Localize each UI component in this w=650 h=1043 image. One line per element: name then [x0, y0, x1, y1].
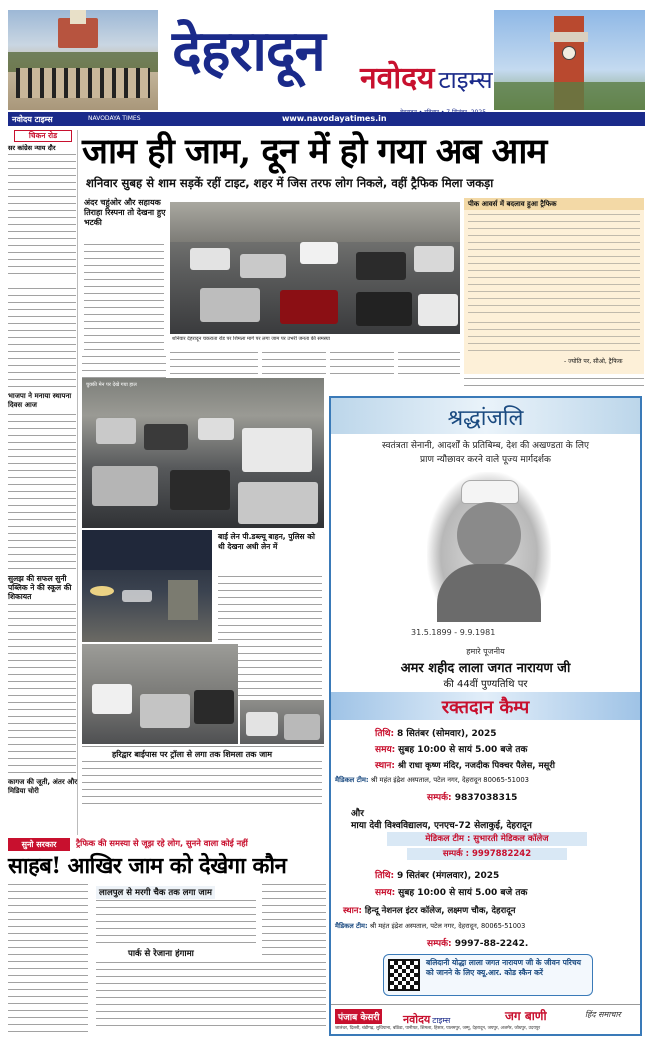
ad-med1: श्री महंत इंद्रेश अस्पताल, पटेल नगर, देहरादून 80065-51003: [370, 776, 529, 784]
ad-place1-label: स्थान:: [375, 761, 395, 771]
left-story1-body: [8, 154, 76, 280]
ad-contact2-bar: [407, 848, 567, 860]
traffic-photo-mid: [82, 378, 324, 528]
ad-qr-text: बलिदानी योद्धा लाला जगत नारायण जी के जीवन परिचय को जानने के लिए क्यू.आर. कोड स्कैन करें: [426, 958, 581, 977]
body-col-2: [170, 352, 258, 378]
ad-line2: प्राण न्यौछावर करने वाले पूज्य मार्गदर्शक: [420, 455, 551, 465]
mid-box-title: बाई लेन पी.डब्ल्यू बाहन, पुलिस को थी देखना अधी लेन में: [218, 532, 315, 551]
ad-title: श्रद्धांजलि: [447, 406, 524, 431]
traffic-box-heading: पीक आवर्स में बदलाव हुआ ट्रैफिक: [464, 198, 644, 210]
bottom-col-left: [8, 884, 88, 1032]
left-story1-title: सर कांग्रेस न्याय दौर: [8, 144, 56, 152]
ad-contact3-row: [427, 936, 528, 949]
ad-footer-brand3: जग बाणी: [505, 1009, 547, 1023]
left-story4-title: कागज की जूती, अंतर और मिडिया चोरी: [8, 778, 78, 795]
bottom-section: [8, 836, 326, 1036]
left-story2-body: [8, 288, 76, 388]
masthead-brand-name: नवोदय: [360, 61, 435, 96]
bottom-sub-body: [96, 900, 256, 946]
ad-date1: 8 सितंबर (सोमवार), 2025: [397, 729, 497, 739]
ad-footer-brand1: पंजाब केसरी: [335, 1009, 382, 1024]
story-column-title: अंदर चहुंओर और सहायक तिराहा रिस्पना तो देखना हुए भटकी: [84, 198, 166, 227]
ad-qr-box[interactable]: [383, 954, 593, 996]
masthead-bar-brand: नवोदय टाइम्स: [12, 115, 53, 124]
ad-footer-brand4: हिंद समाचार: [585, 1010, 621, 1019]
ad-date2-row: [375, 868, 637, 885]
ad-contact3-label: सम्पर्क:: [427, 939, 452, 949]
masthead-title: देहरादून: [172, 18, 325, 84]
story-column-body: [84, 244, 164, 354]
left-story2-body2: [8, 414, 76, 569]
ad-date2: 9 सितंबर (मंगलवार), 2025: [397, 871, 500, 881]
tribute-ad: [329, 396, 642, 1036]
ad-name: अमर शहीद लाला जगत नारायण जी: [400, 661, 571, 676]
ad-med2: मेडिकल टीम : सुभारती मेडिकल कॉलेज: [425, 834, 549, 844]
bottom-headline: साहब! आखिर जाम को देखेगा कौन: [8, 853, 287, 879]
ad-sched1: [375, 726, 637, 774]
ad-time1-label: समय:: [375, 745, 396, 755]
bottom-caption-body: [82, 761, 322, 805]
ad-place1-row: [375, 758, 637, 774]
ad-anniv: की 44वीं पुण्यतिथि पर: [443, 679, 528, 690]
body-col-4: [330, 352, 394, 378]
ad-portrait: [427, 472, 551, 622]
masthead-brand: [360, 56, 493, 97]
caption-top: शनिवार देहरादून चकराता रोड पर शिमला मार्ग पर लगा जाम पर उभरी जनता की समस्या: [172, 336, 330, 342]
ad-contact1-label: सम्पर्क:: [427, 793, 452, 803]
left-story2-title: भाजपा ने मनाया स्थापना दिवस आज: [8, 392, 72, 409]
main-headline: जाम ही जाम, दून में हो गया अब आम: [82, 131, 547, 172]
ad-camp-banner: [331, 692, 640, 720]
traffic-box-byline: - ज्योति पर, सीओ, ट्रैफिक: [564, 358, 623, 365]
traffic-box-body2: [468, 322, 640, 354]
bottom-col-right: [262, 884, 326, 958]
ad-place2: हिन्दू नेशनल इंटर कॉलेज, लक्ष्मण चौक, देहरादून: [364, 906, 516, 916]
ad-med1-label: मैडिकल टीम:: [335, 776, 369, 784]
ad-med3-row: [335, 921, 640, 930]
traffic-box: [464, 198, 644, 374]
masthead-brand-suffix: टाइम्स: [438, 66, 493, 94]
ad-time1-row: [375, 742, 637, 758]
ad-med1-row: [335, 775, 640, 784]
ad-contact1-row: [427, 790, 517, 803]
masthead-bar-brand-en: NAVODAYA TIMES: [88, 115, 141, 122]
ad-date2-label: तिथि:: [375, 871, 395, 881]
ad-footer-brand2-suffix: टाइम्स: [432, 1016, 451, 1025]
traffic-photo-bottom: [82, 644, 238, 744]
ad-footer: [331, 1004, 640, 1036]
body-col-6: [464, 378, 644, 392]
bottom-sub-story: लालपुल से मरगी चैक तक लगा जाम: [96, 886, 215, 899]
story-column: [82, 196, 166, 356]
ad-med3: श्री महंत इंद्रेश अस्पताल, पटेल नगर, देहरादून, 80065-51003: [369, 922, 526, 930]
bottom-tag: सुनो सरकार: [8, 838, 70, 851]
ad-line1: स्वतंत्रता सेनानी, आदर्शों के प्रतिबिम्ब, देश की अखण्डता के लिए: [382, 441, 589, 451]
bottom-sub-body2: [96, 962, 326, 1032]
ad-med3-label: मैडिकल टीम:: [335, 922, 368, 930]
ad-date1-label: तिथि:: [375, 729, 395, 739]
ad-sched2: [375, 868, 637, 902]
masthead: [8, 10, 645, 118]
caption-mid: चुक्की मेन पर देखे गया हाल: [86, 382, 137, 388]
bottom-tag-line: ट्रैफिक की समस्या से जूझ रहे लोग, सुनने वाला कोई नहीं: [76, 838, 248, 848]
traffic-photo-bottom-right: [240, 700, 324, 744]
ad-med2-bar: [387, 832, 587, 846]
ad-venue2: माया देवी विश्वविद्यालय, एनएच-72 सेलाकुई, देहरादून: [351, 821, 532, 831]
ad-aur: और: [351, 809, 364, 819]
left-story3-title: सुलझ की सफल सुनी पब्लिक ने की स्कूल की शिकायत: [8, 574, 72, 601]
masthead-photo-left: [8, 10, 158, 110]
ad-footer-brand2-name: नवोदय: [403, 1013, 431, 1026]
traffic-photo-night: [82, 530, 212, 642]
body-col-1: [82, 356, 166, 378]
ad-footer-cities: जालंधर, दिल्ली, चंडीगढ़, लुधियाना, बठिंडा, पानीपत, शिमला, हिसार, पालमपुर, जम्मू, देहरादून, जयपुर, अजमेर, जोधपुर, उदयपुर: [335, 1026, 541, 1031]
left-column: [8, 130, 78, 835]
ad-date1-row: [375, 726, 637, 742]
ad-header: [331, 398, 640, 434]
traffic-photo-top: [170, 202, 460, 334]
bottom-sub-story2: पार्क से रेजाना हंगामा: [128, 949, 194, 959]
ad-camp: रक्तदान कैम्प: [441, 697, 530, 718]
ad-time1: सुबह 10:00 से सायं 5.00 बजे तक: [398, 745, 528, 755]
ad-place1: श्री राधा कृष्ण मंदिर, नजदीक पिक्चर पैलेस, मसूरी: [397, 761, 555, 771]
ad-contact2: सम्पर्क : 9997882242: [442, 849, 532, 859]
bottom-caption: [82, 746, 324, 806]
masthead-bar: [8, 112, 645, 126]
body-col-5: [398, 352, 460, 378]
sub-headline: शनिवार सुबह से शाम सड़कें रहीं टाइट, शहर में जिस तरफ लोग निकले, वहीं ट्रैफिक मिला जकड़ा: [86, 176, 494, 190]
section-tag: चिकन रोड: [14, 130, 72, 142]
qr-code-icon[interactable]: [388, 959, 420, 991]
ad-place2-label: स्थान:: [343, 906, 362, 916]
bottom-caption-title: हरिद्वार बाईपास पर ट्रॉला से लगा तक शिमला तक जाम: [112, 750, 273, 759]
ad-time2-label: समय:: [375, 888, 396, 898]
ad-contact1: 9837038315: [454, 793, 518, 803]
ad-hamare: हमारे पूजनीय: [466, 647, 505, 656]
traffic-box-body: [468, 214, 640, 314]
left-story3-body: [8, 604, 76, 774]
ad-contact3: 9997-88-2242.: [454, 939, 529, 949]
body-col-3: [262, 352, 326, 378]
masthead-url[interactable]: www.navodayatimes.in: [282, 114, 387, 123]
ad-dates: 31.5.1899 - 9.9.1981: [411, 628, 496, 637]
ad-time2: सुबह 10:00 से सायं 5.00 बजे तक: [398, 888, 528, 898]
masthead-photo-right: [494, 10, 645, 110]
ad-place2-row: [343, 905, 640, 916]
ad-time2-row: [375, 885, 637, 902]
